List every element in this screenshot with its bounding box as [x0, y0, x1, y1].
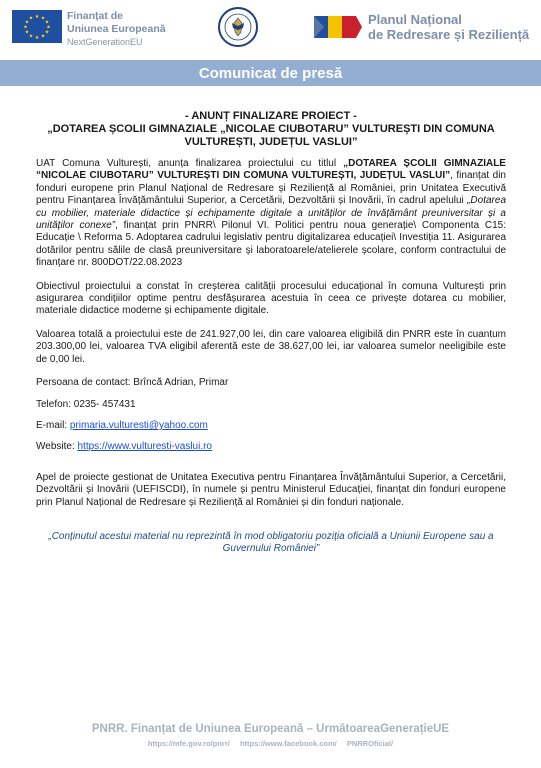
heading-line1: - ANUNȚ FINALIZARE PROIECT - — [185, 110, 357, 122]
footer-links — [0, 739, 541, 748]
call-management-note: Apel de proiecte gestionat de Unitatea Executiva pentru Finanțarea Învățământului Superior, a Cercetării, Dezvoltării și Inovării (UEFISCDI), în numele și pentru Ministerul Educației, finanțat din fonduri europene prin Planul Național de Redresare și Reziliență al României și din fonduri naționale. — [36, 471, 506, 508]
document-body — [36, 110, 506, 567]
contact-person: Persoana de contact: Brîncă Adrian, Primar — [36, 377, 229, 389]
call-title-italic: „Dotarea cu mobilier, materiale didactice și echipamente digitale a unităților de învățământ preuniversitar și a unităților conexe” — [36, 195, 506, 232]
announcement-heading — [36, 110, 506, 149]
svg-text:★: ★ — [24, 19, 30, 26]
eu-logo-line1: Finanțat de — [67, 10, 124, 22]
svg-text:★: ★ — [40, 33, 46, 40]
project-value-paragraph: Valoarea totală a proiectului este de 241.927,00 lei, din care valoarea eligibilă din PNRR este în cuantum 203.300,00 lei, valoarea TVA eligibil aferentă este de 38.627,00 lei, iar valoarea sumelor neeligibile este de 0,00 lei. — [36, 328, 506, 365]
svg-text:★: ★ — [46, 24, 51, 31]
contact-email-line — [36, 420, 506, 432]
svg-text:★: ★ — [28, 15, 34, 22]
footer-link-facebook[interactable]: https://www.facebook.com/ PNRROficial/ — [239, 739, 394, 748]
eu-logo-line3: NextGenerationEU — [67, 37, 143, 47]
eu-flag-icon — [12, 10, 62, 43]
svg-text:★: ★ — [40, 15, 46, 22]
eu-funding-logo — [12, 10, 166, 49]
footer-link-mfe[interactable]: https://mfe.gov.ro/pnrr/ — [147, 739, 230, 748]
p1-part-c: , finanțat din fonduri europene prin Planul Național de Redresare și Reziliență al României, prin Unitatea Executivă pentru Finanțarea Învățământului Superior, a Cercetării, Dezvoltării și Inovării, în cadrul apelului — [36, 170, 506, 207]
romanian-government-seal-icon — [214, 6, 262, 48]
website-label: Website: — [36, 441, 78, 453]
p1-part-a: UAT Comuna Vulturești, anunța finalizarea proiectului cu titlul — [36, 158, 344, 169]
disclaimer-text: „Conținutul acestui material nu reprezintă în mod obligatoriu poziția oficială a Uniunii Europene sau a Guvernului României” — [48, 530, 494, 555]
pnrr-logo — [314, 12, 529, 42]
press-release-title-bar: Comunicat de presă — [0, 60, 541, 86]
pnrr-logo-line2: de Redresare și Reziliență — [368, 27, 530, 42]
project-title-bold: „DOTAREA ȘCOLII GIMNAZIALE “NICOLAE CIUBOTARU” VULTUREȘTI DIN COMUNA VULTUREȘTI, JUDEȚUL VASLUI” — [36, 158, 506, 182]
project-objective-paragraph: Obiectivul proiectului a constat în creșterea calității procesului educațional în comuna Vulturești prin asigurarea condițiilor optime pentru desfășurarea acestuia în ceea ce privește dotarea cu mobilier, materiale didactice moderne și echipamente digitale. — [36, 280, 506, 317]
website-link[interactable]: https://www.vulturesti-vaslui.ro — [77, 441, 212, 453]
contact-phone: Telefon: 0235- 457431 — [36, 398, 136, 410]
project-description-paragraph — [36, 158, 506, 270]
p1-part-e: , finanțat prin PNRR\ Pilonul VI. Politici pentru noua generație\ Componenta C15: Educație \ Reforma 5. Adoptarea cadrului legislativ pentru digitalizarea educației\ Investiția 11. Asigurarea dotărilor pentru sălile de clasă preuniversitare și laboratoarele/atelierele școlare, conform contractului de finanțare nr. 800DOT/22.08.2023 — [36, 220, 506, 269]
eu-logo-line2: Uniunea Europeană — [67, 23, 166, 35]
svg-text:★: ★ — [44, 19, 50, 26]
contact-website-line — [36, 441, 506, 453]
svg-text:★: ★ — [34, 14, 40, 20]
svg-text:★: ★ — [28, 33, 34, 40]
footer-funding-line: PNRR. Finanțat de Uniunea Europeană – UrmătoareaGenerațieUE — [91, 723, 450, 735]
pnrr-logo-line1: Planul Național — [368, 12, 462, 27]
heading-line2: „DOTAREA ȘCOLII GIMNAZIALE „NICOLAE CIUBOTARU” VULTUREȘTI DIN COMUNA VULTUREȘTI, JUDEȚUL VASLUI” — [47, 123, 495, 148]
email-link[interactable]: primaria.vulturesti@yahoo.com — [69, 419, 208, 431]
svg-text:★: ★ — [24, 29, 30, 36]
footer — [0, 723, 541, 748]
svg-text:★: ★ — [44, 29, 50, 36]
svg-text:★: ★ — [23, 24, 28, 31]
email-label: E-mail: — [36, 419, 70, 431]
svg-text:★: ★ — [34, 35, 40, 41]
pnrr-flag-icon — [314, 12, 362, 42]
